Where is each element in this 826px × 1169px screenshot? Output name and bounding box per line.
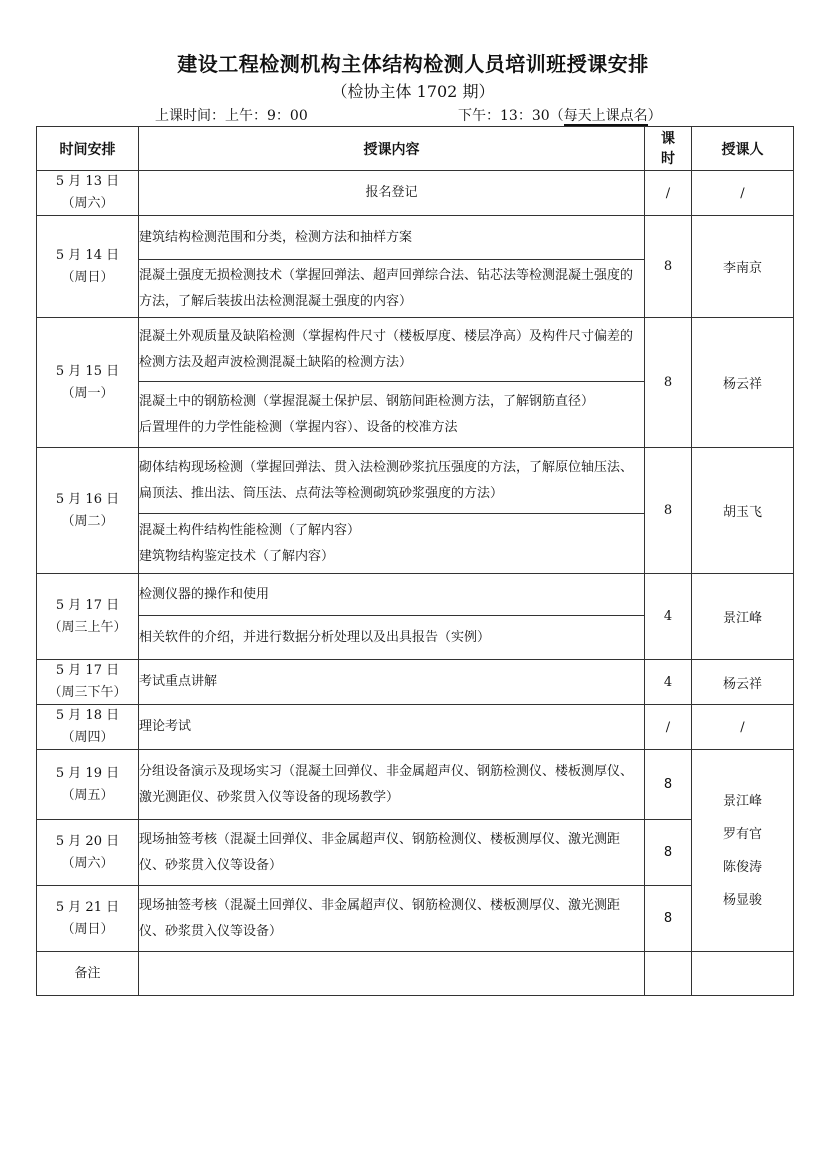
table-row — [37, 660, 794, 705]
teacher-cell: 景江峰 — [692, 574, 794, 660]
table-row — [37, 171, 794, 216]
date-cell — [37, 705, 139, 750]
content-cell: 相关软件的介绍，并进行数据分析处理以及出具报告（实例） — [139, 616, 645, 660]
weekday-line: （周六） — [61, 855, 114, 871]
header-date: 时间安排 — [37, 127, 139, 171]
content-cell: 分组设备演示及现场实习（混凝土回弹仪、非金属超声仪、钢筋检测仪、楼板测厚仪、激光测距仪、砂浆贯入仪等设备的现场教学） — [139, 750, 645, 820]
table-row — [37, 574, 794, 616]
content-cell — [139, 514, 645, 574]
teacher-name: 景江峰 — [722, 793, 762, 809]
date-line: 5 月 19 日 — [55, 765, 120, 781]
schedule-table — [36, 126, 794, 996]
weekday-line: （周一） — [61, 385, 114, 401]
date-cell — [37, 318, 139, 448]
remarks-hours — [645, 952, 692, 996]
hours-cell: 4 — [645, 574, 692, 660]
weekday-line: （周四） — [61, 730, 114, 745]
content-cell: 考试重点讲解 — [139, 660, 645, 705]
date-cell — [37, 660, 139, 705]
content-line: 混凝土构件结构性能检测（了解内容） — [139, 522, 361, 538]
header-content: 授课内容 — [139, 127, 645, 171]
date-line: 5 月 20 日 — [55, 833, 120, 849]
remarks-teacher — [692, 952, 794, 996]
hours-cell: 8 — [645, 886, 692, 952]
date-line: 5 月 16 日 — [55, 491, 120, 507]
hours-cell: 4 — [645, 660, 692, 705]
afternoon-time-suffix: ） — [647, 108, 662, 124]
date-cell — [37, 820, 139, 886]
weekday-line: （周三下午） — [48, 685, 127, 700]
date-cell — [37, 448, 139, 574]
teacher-cell: / — [692, 705, 794, 750]
table-row — [37, 820, 794, 886]
table-row — [37, 448, 794, 514]
header-hours-line1: 课 — [661, 130, 675, 147]
header-hours-line2: 时 — [661, 150, 675, 167]
remarks-label: 备注 — [37, 952, 139, 996]
practical-teachers-cell — [692, 750, 794, 952]
teacher-cell: 李南京 — [692, 216, 794, 318]
roll-call-note: 每天上课点名 — [563, 108, 648, 124]
hours-cell: 8 — [645, 448, 692, 574]
weekday-line: （周六） — [61, 196, 114, 211]
document-subtitle: （检协主体 1702 期） — [331, 82, 495, 101]
date-cell — [37, 171, 139, 216]
content-cell: 理论考试 — [139, 705, 645, 750]
weekday-line: （周二） — [61, 513, 114, 529]
weekday-line: （周三上午） — [48, 619, 127, 635]
date-line: 5 月 17 日 — [55, 597, 120, 613]
table-row — [37, 750, 794, 820]
table-row — [37, 886, 794, 952]
remarks-row — [37, 952, 794, 996]
date-cell — [37, 216, 139, 318]
teacher-name: 陈俊涛 — [722, 859, 762, 875]
date-cell — [37, 886, 139, 952]
content-cell — [139, 382, 645, 448]
content-cell: 报名登记 — [139, 171, 645, 216]
morning-time: 上课时间：上午：9：00 — [155, 108, 308, 124]
hours-cell: / — [645, 171, 692, 216]
content-line: 建筑物结构鉴定技术（了解内容） — [139, 548, 335, 564]
weekday-line: （周五） — [61, 787, 114, 803]
table-row — [37, 705, 794, 750]
header-row — [37, 127, 794, 171]
content-cell: 混凝土强度无损检测技术（掌握回弹法、超声回弹综合法、钻芯法等检测混凝土强度的方法，了解后装拔出法检测混凝土强度的内容） — [139, 260, 645, 318]
hours-cell: / — [645, 705, 692, 750]
table-row — [37, 318, 794, 382]
teacher-name: 杨显骏 — [722, 892, 762, 908]
teacher-name: 罗有官 — [722, 826, 762, 842]
hours-cell: 8 — [645, 750, 692, 820]
teacher-cell: 杨云祥 — [692, 660, 794, 705]
teacher-cell: / — [692, 171, 794, 216]
content-cell: 现场抽签考核（混凝土回弹仪、非金属超声仪、钢筋检测仪、楼板测厚仪、激光测距仪、砂浆贯入仪等设备） — [139, 820, 645, 886]
afternoon-time-prefix: 下午：13：30（ — [458, 108, 564, 124]
content-cell: 建筑结构检测范围和分类，检测方法和抽样方案 — [139, 216, 645, 260]
table-row — [37, 216, 794, 260]
date-line: 5 月 15 日 — [55, 363, 120, 379]
date-cell — [37, 750, 139, 820]
weekday-line: （周日） — [61, 269, 114, 285]
header-teacher: 授课人 — [692, 127, 794, 171]
content-cell: 砌体结构现场检测（掌握回弹法、贯入法检测砂浆抗压强度的方法，了解原位轴压法、扁顶法、推出法、筒压法、点荷法等检测砌筑砂浆强度的方法） — [139, 448, 645, 514]
teacher-cell: 杨云祥 — [692, 318, 794, 448]
content-line: 后置埋件的力学性能检测（掌握内容）、设备的校准方法 — [139, 419, 458, 435]
content-cell: 现场抽签考核（混凝土回弹仪、非金属超声仪、钢筋检测仪、楼板测厚仪、激光测距仪、砂浆贯入仪等设备） — [139, 886, 645, 952]
date-cell — [37, 574, 139, 660]
date-line: 5 月 14 日 — [55, 247, 120, 263]
date-line: 5 月 18 日 — [55, 708, 120, 723]
remarks-content — [139, 952, 645, 996]
weekday-line: （周日） — [61, 921, 114, 937]
teacher-cell: 胡玉飞 — [692, 448, 794, 574]
hours-cell: 8 — [645, 820, 692, 886]
document-title: 建设工程检测机构主体结构检测人员培训班授课安排 — [177, 52, 649, 76]
date-line: 5 月 21 日 — [55, 899, 120, 915]
content-cell: 混凝土外观质量及缺陷检测（掌握构件尺寸（楼板厚度、楼层净高）及构件尺寸偏差的检测方法及超声波检测混凝土缺陷的检测方法） — [139, 318, 645, 382]
header-hours — [645, 127, 692, 171]
date-line: 5 月 17 日 — [55, 663, 120, 678]
hours-cell: 8 — [645, 216, 692, 318]
hours-cell: 8 — [645, 318, 692, 448]
date-line: 5 月 13 日 — [55, 174, 120, 189]
content-cell: 检测仪器的操作和使用 — [139, 574, 645, 616]
content-line: 混凝土中的钢筋检测（掌握混凝土保护层、钢筋间距检测方法，了解钢筋直径） — [139, 393, 595, 409]
afternoon-time — [458, 105, 662, 125]
